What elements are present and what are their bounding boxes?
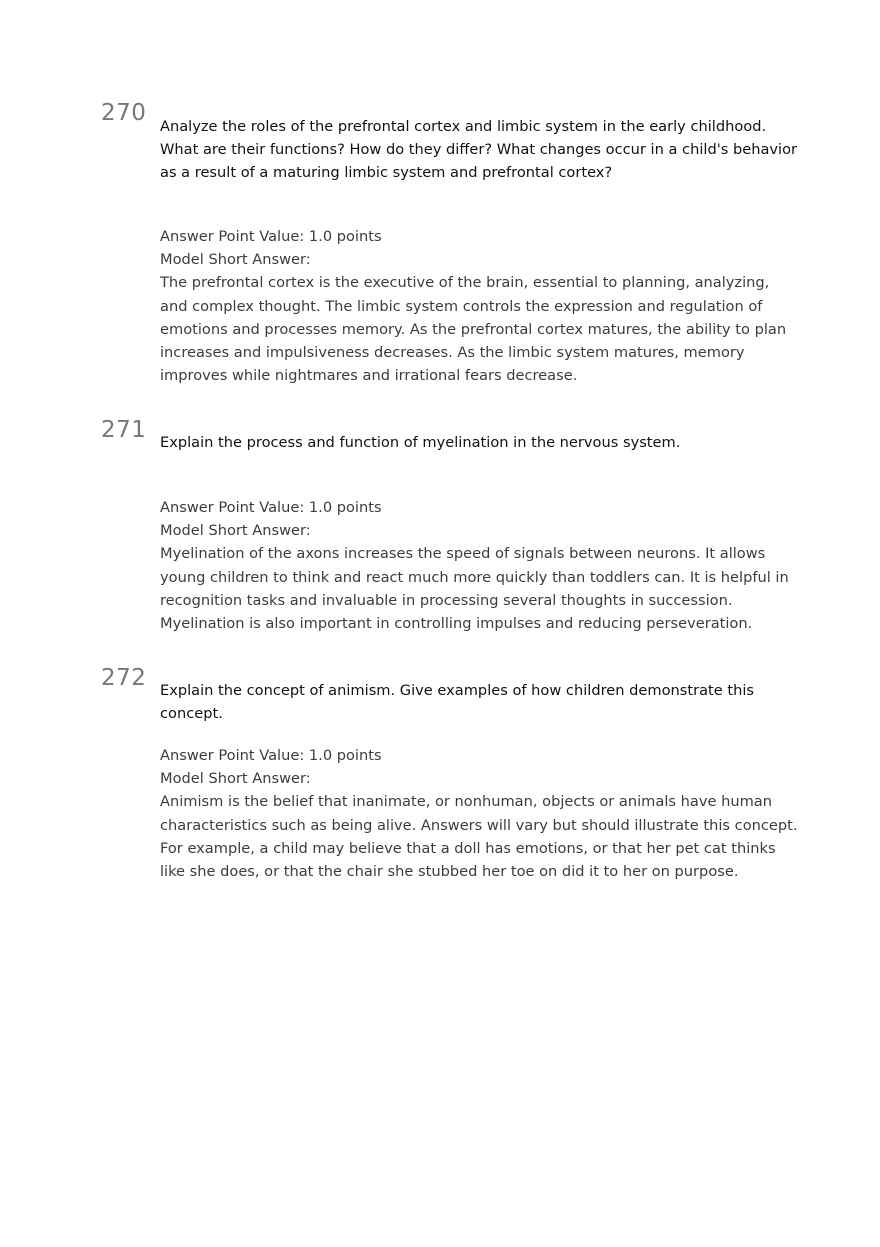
answer-point-value: Answer Point Value: 1.0 points xyxy=(160,228,382,245)
question-prompt: Explain the concept of animism. Give examples of how children demonstrate this concept. xyxy=(160,682,754,722)
question-number: 270 xyxy=(101,100,147,126)
question-number: 271 xyxy=(101,417,147,443)
answer-block xyxy=(160,496,800,635)
question-number: 272 xyxy=(101,665,147,691)
model-answer-label: Model Short Answer: xyxy=(160,251,311,269)
question-prompt: Analyze the roles of the prefrontal cortex and limbic system in the early childhood. What are their functions? How do they differ? What changes occur in a child's behavior as a result of a maturing limbic system and prefrontal cortex? xyxy=(160,118,798,181)
question-prompt: Explain the process and function of myelination in the nervous system. xyxy=(160,434,681,451)
question-body xyxy=(160,115,800,184)
answer-block xyxy=(160,744,800,883)
answer-point-value: Answer Point Value: 1.0 points xyxy=(160,499,382,516)
model-answer-text: Myelination of the axons increases the speed of signals between neurons. It allows young children to think and react much more quickly than toddlers can. It is helpful in recognition tasks and invaluable in processing several thoughts in succession. Myelination is also important in controlling impulses and reducing perseveration. xyxy=(160,545,789,633)
model-answer-text: Animism is the belief that inanimate, or nonhuman, objects or animals have human characteristics such as being alive. Answers will vary but should illustrate this concept. For example, a child may believe that a doll has emotions, or that her pet cat thinks like she does, or that the chair she stubbed her toe on did it to her on purpose. xyxy=(160,793,798,881)
model-answer-text: The prefrontal cortex is the executive of the brain, essential to planning, analyzing, and complex thought. The limbic system controls the expression and regulation of emotions and processes memory. As the prefrontal cortex matures, the ability to plan increases and impulsiveness decreases. As the limbic system matures, memory improves while nightmares and irrational fears decrease. xyxy=(160,274,787,385)
model-answer-label: Model Short Answer: xyxy=(160,770,311,788)
answer-point-value: Answer Point Value: 1.0 points xyxy=(160,747,382,764)
model-answer-label: Model Short Answer: xyxy=(160,522,311,540)
question-body xyxy=(160,431,800,454)
answer-block xyxy=(160,225,800,387)
question-body xyxy=(160,679,800,725)
